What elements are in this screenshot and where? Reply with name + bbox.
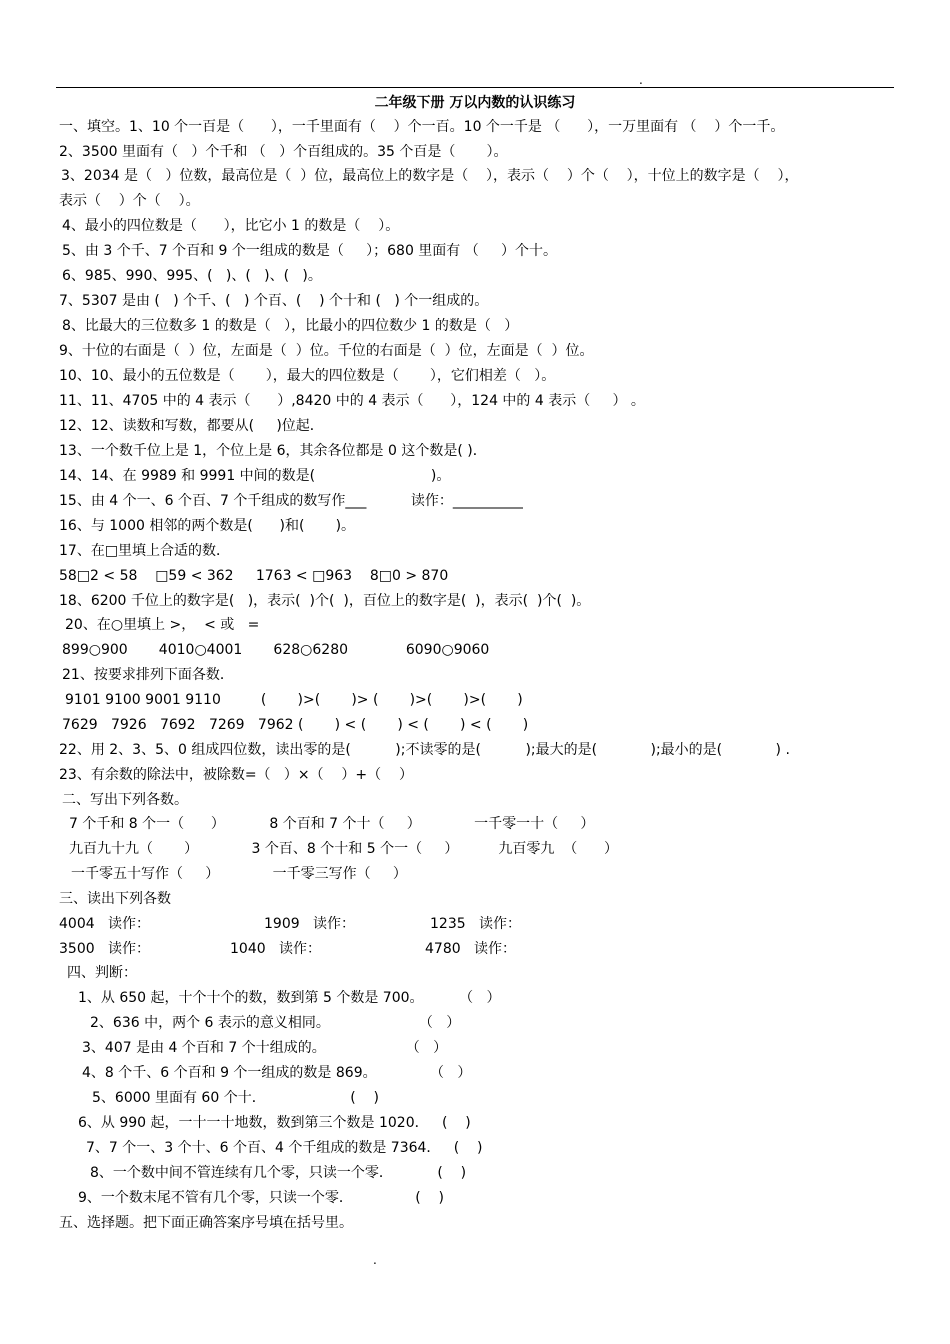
fill-q20-items: 899○900 4010○4001 628○6280 6090○9060 [62, 642, 490, 658]
header-rule [56, 87, 894, 88]
page-title: 二年级下册 万以内数的认识练习 [374, 95, 576, 111]
section-read-heading: 三、读出下列各数 [59, 891, 171, 907]
fill-q18: 18、6200 千位上的数字是( )，表示( )个( )，百位上的数字是( )，表示( )个( )。 [59, 593, 591, 609]
judge-item: 2、636 中，两个 6 表示的意义相同。 （ ） [90, 1015, 461, 1031]
fill-q21-row1: 9101 9100 9001 9110 ( )>( )> ( )>( )>( ) [65, 692, 523, 708]
judge-item: 7、7 个一、3 个十、6 个百、4 个千组成的数是 7364． ( ) [86, 1140, 483, 1156]
fill-q4: 4、最小的四位数是（ ），比它小 1 的数是（ ）。 [62, 218, 400, 234]
section-choice-heading: 五、选择题。把下面正确答案序号填在括号里。 [59, 1215, 353, 1231]
read-item: 1235 读作： [430, 916, 521, 932]
fill-q8: 8、比最大的三位数多 1 的数是（ ），比最小的四位数少 1 的数是（ ） [62, 318, 519, 334]
fill-q3: 3、2034 是（ ）位数，最高位是（ ）位，最高位上的数字是（ ），表示（ ）个（ ），十位上的数字是（ ）， [61, 168, 799, 184]
fill-q22: 22、用 2、3、5、0 组成四位数，读出零的是( );不读零的是( );最大的是( );最小的是( ) . [59, 742, 790, 758]
fill-q16: 16、与 1000 相邻的两个数是( )和( )。 [59, 518, 356, 534]
read-item: 4004 读作： [59, 916, 150, 932]
fill-q21-row2: 7629 7926 7692 7269 7962 ( ) < ( ) < ( ) < ( ) [62, 717, 529, 733]
fill-q17: 17、在□里填上合适的数． [59, 543, 231, 559]
judge-item: 4、8 个千、6 个百和 9 个一组成的数是 869。 （ ） [82, 1065, 472, 1081]
read-item: 4780 读作： [425, 941, 516, 957]
fill-q23: 23、有余数的除法中，被除数=（ ）×（ ）+（ ） [59, 767, 413, 783]
read-item: 1040 读作： [230, 941, 321, 957]
fill-q1: 一、填空。1、10 个一百是（ ），一千里面有（ ）个一百。10 个一千是 （ ），一万里面有 （ ）个一千。 [59, 119, 785, 135]
section-write-heading: 二、写出下列各数。 [62, 792, 188, 808]
fill-q3-cont: 表示（ ）个（ ）。 [59, 193, 200, 209]
fill-q21: 21、按要求排列下面各数． [62, 667, 234, 683]
header-mark: . [639, 73, 643, 87]
judge-item: 9、一个数末尾不管有几个零，只读一个零． ( ) [78, 1190, 444, 1206]
section-judge-heading: 四、判断： [67, 965, 137, 981]
judge-item: 1、从 650 起，十个十个的数，数到第 5 个数是 700。 （ ） [78, 990, 501, 1006]
fill-q2: 2、3500 里面有（ ）个千和 （ ）个百组成的。35 个百是（ ）。 [59, 144, 508, 160]
judge-item: 8、一个数中间不管连续有几个零，只读一个零． ( ) [90, 1165, 467, 1181]
write-row1: 7 个千和 8 个一（ ） 8 个百和 7 个十（ ） 一千零一十（ ） [69, 816, 595, 832]
fill-q9: 9、十位的右面是（ ）位，左面是（ ）位。千位的右面是（ ）位，左面是（ ）位。 [59, 343, 594, 359]
fill-q10: 10、10、最小的五位数是（ ），最大的四位数是（ ），它们相差（ ）。 [59, 368, 556, 384]
write-row2: 九百九十九（ ） 3 个百、8 个十和 5 个一（ ） 九百零九 （ ） [69, 841, 618, 857]
fill-q20: 20、在○里填上 >， < 或 = [65, 617, 260, 633]
footer-mark: . [373, 1253, 377, 1267]
judge-item: 5、6000 里面有 60 个十． ( ) [92, 1090, 379, 1106]
fill-q12: 12、12、读数和写数，都要从( )位起． [59, 418, 324, 434]
fill-q14: 14、14、在 9989 和 9991 中间的数是( )。 [59, 468, 451, 484]
fill-q17-items: 58□2 < 58 □59 < 362 1763 < □963 8□0 > 870 [59, 568, 449, 584]
fill-q11: 11、11、4705 中的 4 表示（ ）,8420 中的 4 表示（ ），124 中的 4 表示（ ） 。 [59, 393, 645, 409]
fill-q13: 13、一个数千位上是 1，个位上是 6，其余各位都是 0 这个数是( )． [59, 443, 487, 459]
read-item: 3500 读作： [59, 941, 150, 957]
judge-item: 3、407 是由 4 个百和 7 个十组成的。 （ ） [82, 1040, 448, 1056]
fill-q5: 5、由 3 个千、7 个百和 9 个一组成的数是（ ）；680 里面有 （ ）个十。 [62, 243, 558, 259]
read-item: 1909 读作： [264, 916, 355, 932]
judge-item: 6、从 990 起，一十一十地数，数到第三个数是 1020． ( ) [78, 1115, 471, 1131]
write-row3: 一千零五十写作（ ） 一千零三写作（ ） [71, 866, 407, 882]
fill-q7: 7、5307 是由 ( ) 个千、( ) 个百、( ) 个十和 ( ) 个一组成的。 [59, 293, 489, 309]
fill-q6: 6、985、990、995、( )、( )、( )。 [62, 268, 322, 284]
fill-q15: 15、由 4 个一、6 个百、7 个千组成的数写作___ 读作：__________ [59, 493, 523, 509]
